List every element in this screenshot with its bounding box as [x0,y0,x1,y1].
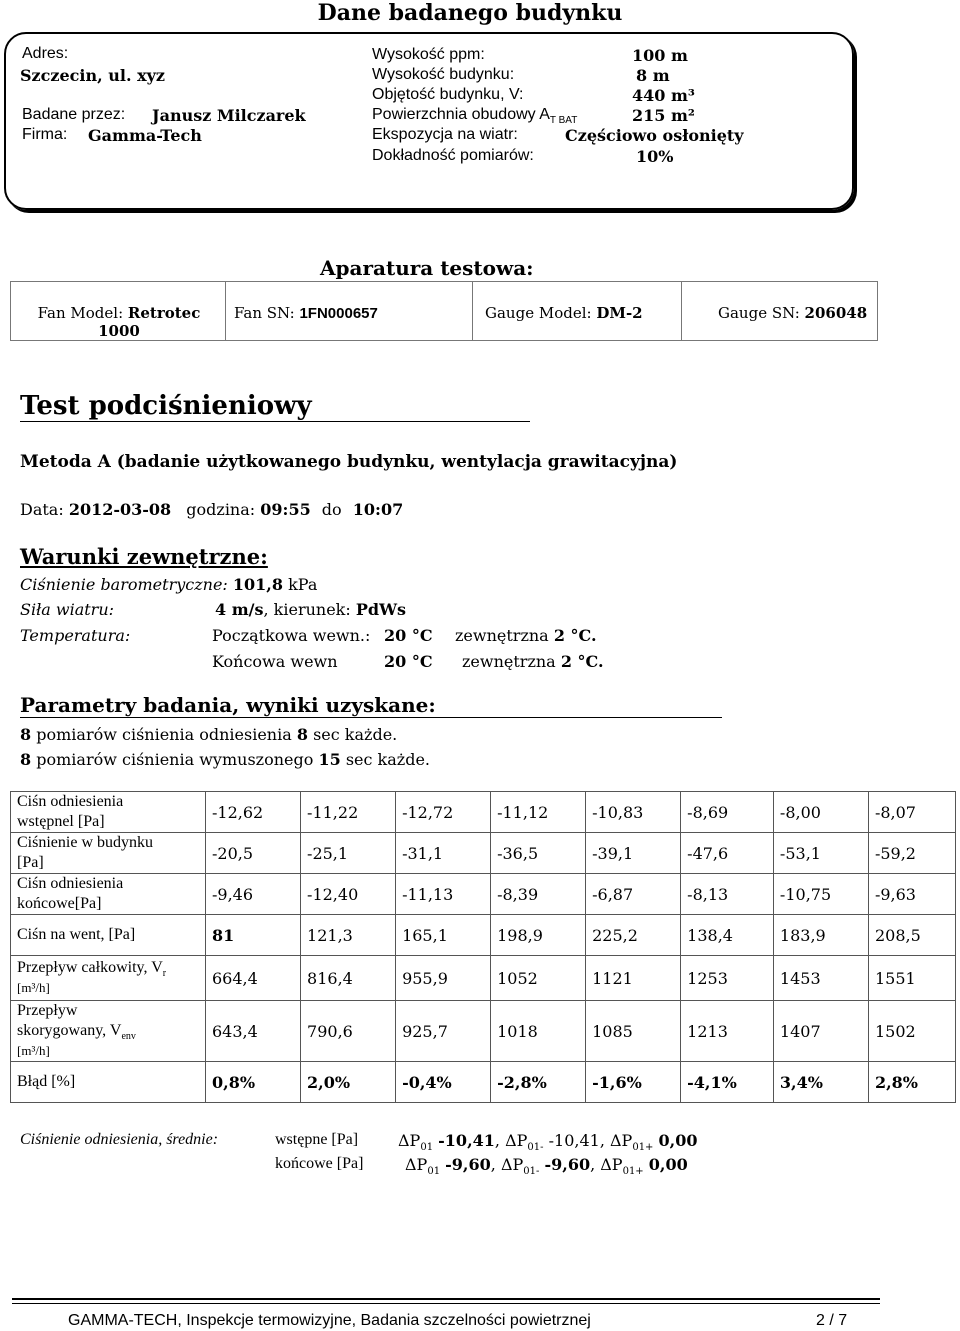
table-cell: -8,00 [773,792,868,833]
table-cell: 165,1 [396,915,491,956]
table-row [11,956,956,1001]
table-cell: 955,9 [396,956,491,1001]
conditions-heading: Warunki zewnętrzne: [20,544,268,569]
firma-label: Firma: [22,126,68,143]
kierunek-value: PdWs [355,600,407,619]
fan-model-value2: 1000 [98,322,140,340]
gauge-sn-value: 206048 [804,304,868,322]
instruments-title: Aparatura testowa: [320,256,534,280]
wind-line [215,600,406,619]
table-cell: -9,46 [206,874,301,915]
sila-value: 4 m/s [215,600,264,619]
table-cell: 643,4 [206,1001,301,1062]
wys-ppm-value: 100 m [632,46,688,65]
fan-model-label: Fan Model: [37,304,124,322]
test-heading: Test podciśnieniowy [20,391,312,421]
table-cell: -47,6 [681,833,774,874]
sila-label: Siła wiatru: [20,600,115,619]
fan-sn-cell [226,282,473,341]
line1-text: pomiarów ciśnienia odniesienia [36,725,292,744]
firma-value: Gamma-Tech [88,126,202,145]
table-cell: 1018 [491,1001,586,1062]
table-cell: -8,69 [681,792,774,833]
results-table [10,791,956,1103]
table-cell: 1502 [868,1001,955,1062]
gauge-model-value: DM-2 [596,304,643,322]
table-cell: 1453 [773,956,868,1001]
table-cell: -59,2 [868,833,955,874]
row-label: Ciśn odniesienia końcowe[Pa] [11,874,206,915]
line2-tail: sec każde. [345,750,430,769]
pressure-line [20,575,317,594]
table-cell: 121,3 [301,915,396,956]
zewn1-value: 2 °C. [553,626,597,645]
table-cell: 183,9 [773,915,868,956]
objetosc-label: Objętość budynku, V: [372,86,524,103]
table-row [11,1001,956,1062]
table-cell: -53,1 [773,833,868,874]
row-label: Ciśn na went, [Pa] [11,915,206,956]
params-line2 [20,750,430,769]
table-cell: 0,8% [206,1062,301,1103]
table-cell: -31,1 [396,833,491,874]
badane-value: Janusz Milczarek [152,106,306,125]
table-cell: -12,72 [396,792,491,833]
table-cell: -25,1 [301,833,396,874]
table-cell: -0,4% [396,1062,491,1103]
table-cell: 1085 [586,1001,681,1062]
gauge-model-cell [473,282,682,341]
row-label: Błąd [%] [11,1062,206,1103]
table-cell: -12,40 [301,874,396,915]
table-cell: -12,62 [206,792,301,833]
table-cell: 2,8% [868,1062,955,1103]
end-time: 10:07 [352,500,404,519]
line1-count: 8 [20,725,32,744]
kierunek-label: , kierunek: [263,600,351,619]
table-cell: -10,83 [586,792,681,833]
table-cell: 925,7 [396,1001,491,1062]
data-label: Data: [20,500,64,519]
ekspozycja-label: Ekspozycja na wiatr: [372,126,518,143]
table-cell: -11,12 [491,792,586,833]
footer-rule [12,1298,880,1304]
dokladnosc-label: Dokładność pomiarów: [372,147,534,164]
gauge-model-label: Gauge Model: [485,304,592,322]
table-row [11,792,956,833]
footer-text: GAMMA-TECH, Inspekcje termowizyjne, Badania szczelności powietrznej [68,1312,591,1329]
table-cell: 2,0% [301,1062,396,1103]
objetosc-value: 440 m³ [632,86,695,105]
test-heading-underline [20,421,530,422]
table-cell: -8,39 [491,874,586,915]
wys-bud-value: 8 m [636,66,670,85]
averages-label: Ciśnienie odniesienia, średnie: [20,1131,219,1148]
do-label: do [321,500,342,519]
table-cell: -39,1 [586,833,681,874]
line1-sec: 8 [296,725,308,744]
poczatkowa-label: Początkowa wewn.: [212,626,371,645]
table-cell: -6,87 [586,874,681,915]
table-cell: 1121 [586,956,681,1001]
powierzchnia-label: Powierzchnia obudowy $A_{T BAT}$ [372,106,578,127]
table-cell: 1407 [773,1001,868,1062]
koncowa-value: 20 °C [384,652,433,671]
row-label: Przepływ całkowity, $V_r$ [m³/h] [11,956,206,1001]
zewn1-line [455,626,597,645]
row-label: Ciśnienie w budynku [Pa] [11,833,206,874]
method-text: Metoda A (badanie użytkowanego budynku, wentylacja grawitacyjna) [20,452,678,472]
table-cell: -11,13 [396,874,491,915]
wstepne-values: $\Delta P_{01}$ -10,41, $\Delta P_{01-}$ -10,41, $\Delta P_{01+}$ 0,00 [398,1131,698,1154]
table-cell: -10,75 [773,874,868,915]
start-time: 09:55 [260,500,311,519]
cisnienie-label: Ciśnienie barometryczne: [20,575,228,594]
table-cell: 208,5 [868,915,955,956]
line1-tail: sec każde. [313,725,398,744]
table-cell: 225,2 [586,915,681,956]
table-cell: 138,4 [681,915,774,956]
data-value: 2012-03-08 [68,500,172,519]
table-cell: 81 [206,915,301,956]
cisnienie-unit: kPa [288,575,318,594]
params-heading: Parametry badania, wyniki uzyskane: [20,693,436,717]
instruments-table [10,281,878,341]
table-cell: 1052 [491,956,586,1001]
wstepne-label: wstępne [Pa] [275,1131,359,1148]
date-line [20,500,403,519]
row-label: Ciśn odniesienia wstępnel [Pa] [11,792,206,833]
page-number: 2 / 7 [816,1312,848,1329]
zewn2-value: 2 °C. [560,652,604,671]
gauge-sn-cell [682,282,878,341]
wys-bud-label: Wysokość budynku: [372,66,515,83]
koncowe-label: końcowe [Pa] [275,1155,364,1172]
poczatkowa-value: 20 °C [384,626,433,645]
params-line1 [20,725,397,744]
table-cell: -11,22 [301,792,396,833]
table-row [11,915,956,956]
table-cell: 1253 [681,956,774,1001]
table-cell: 1213 [681,1001,774,1062]
godzina-label: godzina: [186,500,256,519]
line2-count: 8 [20,750,32,769]
table-cell: -8,13 [681,874,774,915]
table-cell: 790,6 [301,1001,396,1062]
table-cell: -1,6% [586,1062,681,1103]
temp-label: Temperatura: [20,626,131,645]
table-row [11,874,956,915]
adres-label: Adres: [22,45,69,62]
page-title: Dane badanego budynku [317,0,623,26]
table-cell: -2,8% [491,1062,586,1103]
table-cell: -9,63 [868,874,955,915]
adres-value: Szczecin, ul. xyz [20,66,166,85]
ekspozycja-value: Częściowo osłonięty [565,126,744,145]
table-cell: -20,5 [206,833,301,874]
table-cell: 3,4% [773,1062,868,1103]
table-cell: 1551 [868,956,955,1001]
dokladnosc-value: 10% [636,147,674,166]
cisnienie-value: 101,8 [232,575,284,594]
wys-ppm-label: Wysokość ppm: [372,46,485,63]
table-cell: -4,1% [681,1062,774,1103]
table-cell: 198,9 [491,915,586,956]
koncowa-label: Końcowa wewn [212,652,338,671]
line2-text: pomiarów ciśnienia wymuszonego [36,750,314,769]
badane-label: Badane przez: [22,106,126,123]
zewn2-line [462,652,604,671]
params-heading-underline [20,717,722,718]
table-cell: -8,07 [868,792,955,833]
fan-sn-label: Fan SN: [234,304,295,322]
fan-sn-value: 1FN000657 [299,305,378,322]
table-row [11,1062,956,1103]
row-label: Przepływ skorygowany, $V_{env}$ [m³/h] [11,1001,206,1062]
zewn1-label: zewnętrzna [455,626,549,645]
fan-model-value: Retrotec [127,304,201,322]
table-cell: 664,4 [206,956,301,1001]
line2-sec: 15 [318,750,341,769]
table-cell: -36,5 [491,833,586,874]
fan-model-cell [11,282,226,341]
table-cell: 816,4 [301,956,396,1001]
gauge-sn-label: Gauge SN: [718,304,800,322]
zewn2-label: zewnętrzna [462,652,556,671]
powierzchnia-value: 215 m² [632,106,695,125]
table-row [11,833,956,874]
koncowe-values: $\Delta P_{01}$ -9,60, $\Delta P_{01-}$ -9,60, $\Delta P_{01+}$ 0,00 [405,1155,688,1178]
